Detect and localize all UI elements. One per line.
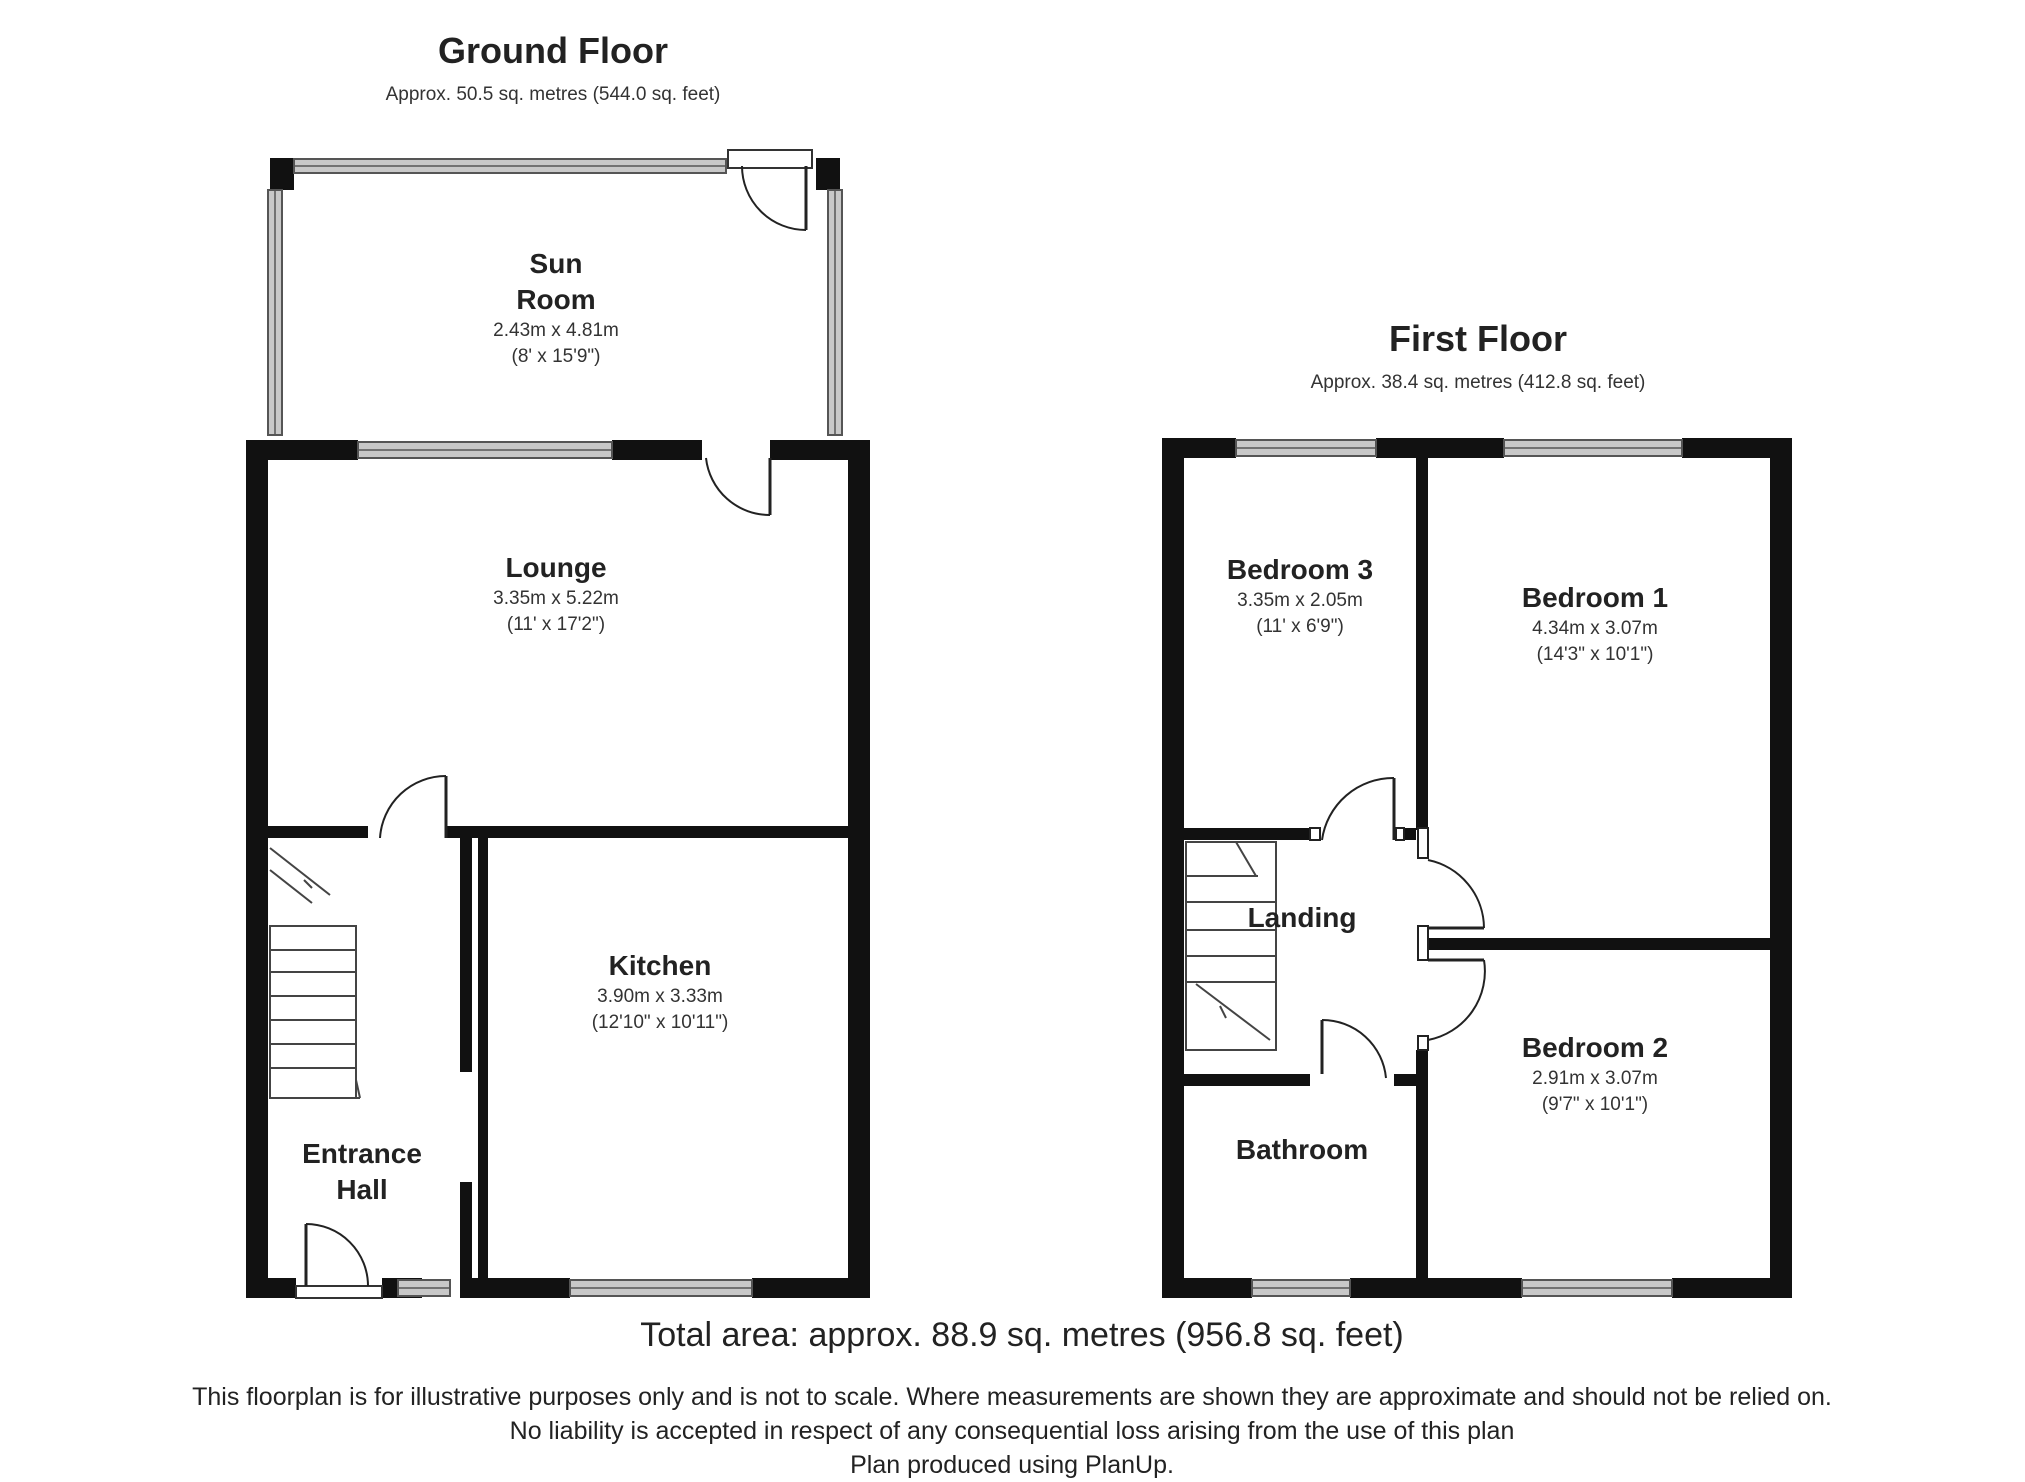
disclaimer-line2: No liability is accepted in respect of any consequential loss arising from the use of this plan — [509, 1417, 1515, 1445]
sun-room-imperial: (8' x 15'9") — [511, 346, 601, 367]
bedroom2-metric: 2.91m x 3.07m — [1532, 1068, 1658, 1089]
bedroom3-name: Bedroom 3 — [1226, 554, 1374, 585]
lounge-name: Lounge — [505, 552, 607, 583]
bathroom-window — [1252, 1280, 1350, 1296]
bedroom2-window — [1522, 1280, 1672, 1296]
bedroom1-label — [1522, 580, 1668, 668]
bedroom2-imperial: (9'7" x 10'1") — [1541, 1094, 1649, 1115]
bedroom3-metric: 3.35m x 2.05m — [1237, 590, 1363, 611]
hall-lounge-door — [380, 776, 446, 838]
first-floor-staircase — [1186, 842, 1276, 1050]
lounge-door — [706, 458, 770, 515]
bedroom3-label — [1227, 552, 1373, 640]
front-door — [296, 1224, 382, 1298]
kitchen-metric: 3.90m x 3.33m — [597, 986, 723, 1007]
kitchen-label — [592, 948, 729, 1036]
kitchen-imperial: (12'10" x 10'11") — [591, 1012, 729, 1033]
ground-floor-staircase — [270, 848, 360, 1098]
entrance-hall-name-line1: Entrance — [302, 1138, 422, 1169]
lounge-imperial: (11' x 17'2") — [506, 614, 606, 635]
sun-room-metric: 2.43m x 4.81m — [493, 320, 619, 341]
bedroom2-label — [1522, 1030, 1668, 1118]
bedroom1-metric: 4.34m x 3.07m — [1532, 618, 1658, 639]
entrance-hall-name-line2: Hall — [336, 1174, 388, 1205]
landing-name: Landing — [1247, 902, 1357, 933]
lounge-metric: 3.35m x 5.22m — [493, 588, 619, 609]
kitchen-name: Kitchen — [608, 950, 712, 981]
bathroom-name: Bathroom — [1235, 1134, 1369, 1165]
hall-window — [398, 1280, 450, 1296]
disclaimer-line3: Plan produced using PlanUp. — [850, 1451, 1174, 1479]
landing-divider — [1418, 828, 1428, 1050]
landing-label — [1248, 900, 1357, 936]
entrance-hall-label — [302, 1136, 422, 1208]
lounge-label — [493, 550, 619, 638]
sun-room-name-line1: Sun — [529, 248, 583, 279]
bedroom3-door — [1310, 778, 1404, 840]
total-area: Total area: approx. 88.9 sq. metres (956.8 sq. feet) — [640, 1316, 1404, 1354]
first-floor-title: First Floor — [1389, 318, 1567, 359]
disclaimer — [192, 1380, 1832, 1482]
bathroom-label — [1236, 1132, 1368, 1168]
bathroom-door — [1322, 1020, 1386, 1078]
ground-floor-title: Ground Floor — [438, 30, 668, 71]
first-floor-area: Approx. 38.4 sq. metres (412.8 sq. feet) — [1310, 372, 1646, 393]
sun-room-label — [493, 246, 619, 370]
kitchen-window — [570, 1280, 752, 1296]
disclaimer-line1: This floorplan is for illustrative purposes only and is not to scale. Where measurements are shown they are approximate and should not be relied on. — [192, 1383, 1832, 1411]
bedroom3-window — [1236, 440, 1376, 456]
sun-room-name-line2: Room — [516, 284, 596, 315]
bedroom2-door — [1428, 960, 1485, 1040]
bedroom1-window — [1504, 440, 1682, 456]
bedroom3-imperial: (11' x 6'9") — [1256, 616, 1344, 637]
bedroom1-door — [1428, 860, 1484, 928]
bedroom1-name: Bedroom 1 — [1521, 582, 1669, 613]
bedroom2-name: Bedroom 2 — [1521, 1032, 1669, 1063]
sun-room-door — [742, 166, 806, 230]
bedroom1-imperial: (14'3" x 10'1") — [1536, 644, 1654, 665]
lounge-window — [358, 442, 612, 458]
ground-floor-area: Approx. 50.5 sq. metres (544.0 sq. feet) — [385, 84, 721, 105]
